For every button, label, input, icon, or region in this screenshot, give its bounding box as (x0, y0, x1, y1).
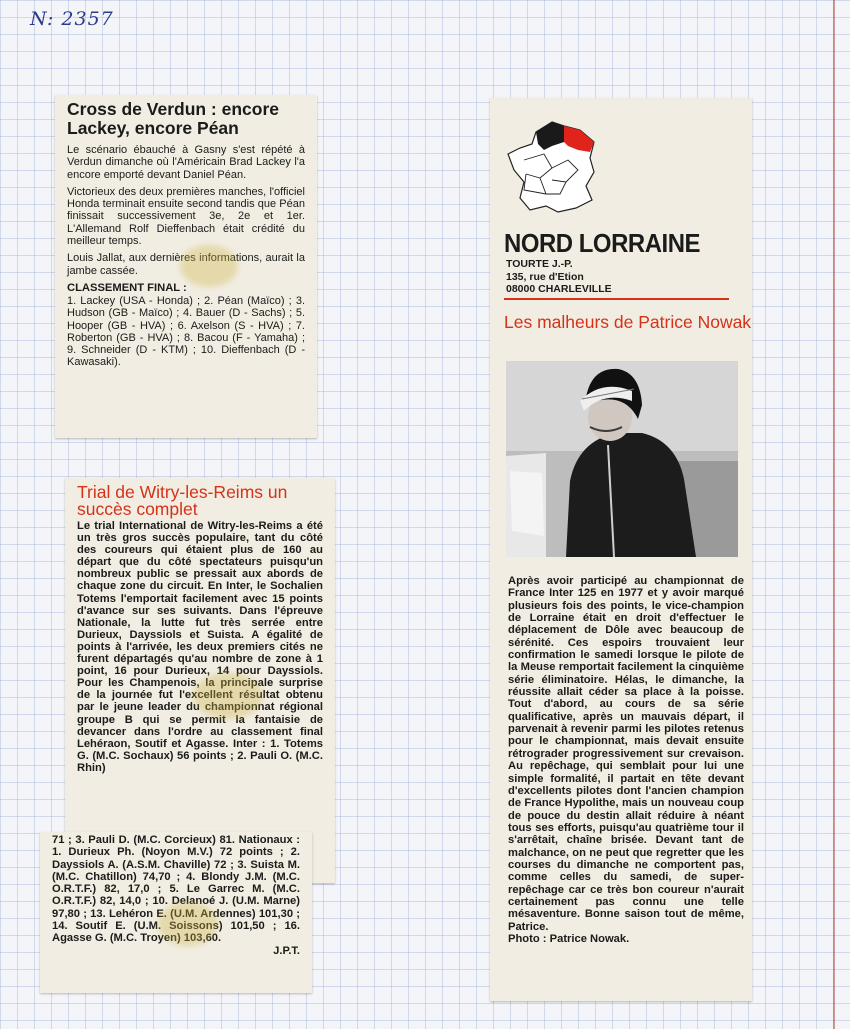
clipping-trial-results (40, 832, 312, 993)
article-body (508, 575, 744, 945)
clipping-trial-witry (65, 478, 335, 883)
stain (193, 673, 263, 719)
red-divider (504, 298, 729, 300)
page-margin-line (833, 0, 835, 1029)
clipping-title: Les malheurs de Patrice Nowak (504, 312, 752, 332)
address-line: 08000 CHARLEVILLE (506, 283, 612, 295)
paragraph: Louis Jallat, aux dernières informations, aurait la jambe cassée. (67, 252, 305, 277)
region-heading: NORD LORRAINE (504, 228, 701, 258)
address-line: TOURTE J.-P. (506, 258, 573, 270)
correspondent-address (506, 258, 612, 296)
stain (180, 245, 238, 287)
photo-credit: Photo : Patrice Nowak. (508, 932, 630, 945)
clipping-nord-lorraine (490, 98, 752, 1001)
clipping-title: Cross de Verdun : encore Lackey, encore Péan (67, 99, 280, 138)
france-map-icon (506, 120, 598, 214)
results-list: 1. Lackey (USA - Honda) ; 2. Péan (Maïco) ; 3. Hudson (GB - Maïco) ; 4. Bauer (D - Sachs) ; 5. Hooper (GB - HVA) ; 6. Axelson (S - HVA) ; 7. Roberton (GB - HVA) ; 8. Bacou (F - Yamaha) ; 9. Schneider (D - KTM) ; 10. Dieffenbach (D - Kawasaki). (67, 294, 305, 369)
stain (158, 902, 218, 946)
reference-number: N: 2357 (30, 8, 114, 30)
author-signature: J.P.T. (273, 944, 300, 957)
results-list: 71 ; 3. Pauli D. (M.C. Corcieux) 81. Nationaux : 1. Durieux Ph. (Noyon M.V.) 72 points ; 2. Dayssiols A. (A.S.M. Chaville) 72 ; 3. Suista M. (M.C. Chatillon) 74,70 ; 4. Blondy J.M. (M.C. O.R.T.F.) 82, 17,0 ; 5. Le Garrec M. (M.C. O.R.T.F.) 82, 14,0 ; 10. Delanoé J. (U.M. Marne) 97,80 ; 13. Lehéron E. (U.M. Ardennes) 101,30 ; 14. Soutif E. (U.M. Soissons) 101,50 ; 16. Agasse G. (M.C. Troyen) 103,60. (52, 834, 300, 945)
address-line: 135, rue d'Etion (506, 270, 584, 283)
results-heading: CLASSEMENT FINAL : (67, 281, 187, 294)
clipping-title: Trial de Witry-les-Reims un succès complet (77, 482, 288, 519)
paragraph: Victorieux des deux premières manches, l'officiel Honda terminait ensuite second tandis que Péan finissait successivement 3e, 2e et 1er. L'Allemand Rolf Dieffenbach était crédité du meilleur temps. (67, 185, 305, 248)
paragraph: Le scénario ébauché à Gasny s'est répété à Verdun dimanche où l'Américain Brad Lackey l'a encore emporté devant Daniel Péan. (67, 144, 305, 181)
article-text: Après avoir participé au championnat de France Inter 125 en 1977 et y avoir marqué plusieurs fois des points, le vice-champion de Lorraine était en droit d'effectuer le déplacement de Dôle avec beaucoup de sérénité. Ces espoirs trouvaient leur confirmation le samedi lorsque le pilote de la Meuse remportait facilement la cinquième série éliminatoire. Hélas, le dimanche, la réussite allait céder sa place à la poisse. Tout d'abord, au cours de sa série qualificative, après un mauvais départ, il parvenait à revenir parmi les pilotes retenus pour le championnat, mais devait ensuite rétrograder progressivement sur crevaison. Au repêchage, qui semblait pour lui une simple formalité, il partait en tête devant d'excellents pilotes dont l'ancien champion de France Hypolithe, mais un nouveau coup de pouce du destin allait réduire à néant tous ses efforts, puisqu'au quatrième tour il s'arrêtait, chaîne brisée. Devant tant de malchance, on ne peut que regretter que les courses du dimanche ne comportent pas, comme celles du samedi, de super-repêchage car ce très bon coureur n'aurait certainement pas connu une telle mésaventure. Bonne saison tout de même, Patrice. (508, 575, 744, 933)
article-body: Le trial International de Witry-les-Reims a été un très gros succès populaire, tant du côté des coureurs qui étaient plus de 160 au départ que du côté spectateurs puisqu'un nombreux public se pressait aux abords de chaque zone du circuit. En Inter, le Sochalien Totems l'emportait facilement avec 15 points d'avance sur ses suivants. Dans l'épreuve Nationale, la lutte fut très serrée entre Durieux, Dayssiols et Suista. A égalité de points à l'arrivée, les deux premiers cités ne furent départagés qu'au nombre de zone à 1 point, 16 pour Durieux, 14 pour Dayssiols. Pour les Champenois, la principale surprise de la journée fut l'excellent résultat obtenu par le jeune leader du championnat régional groupe B qui se permit la fantaisie de devancer dans l'ordre au classement final Lehéraon, Soutif et Agasse. Inter : 1. Totems G. (M.C. Sochaux) 56 points ; 2. Pauli O. (M.C. Rhin) (77, 520, 323, 774)
clipping-cross-verdun (55, 95, 317, 438)
rider-photo (506, 361, 738, 557)
